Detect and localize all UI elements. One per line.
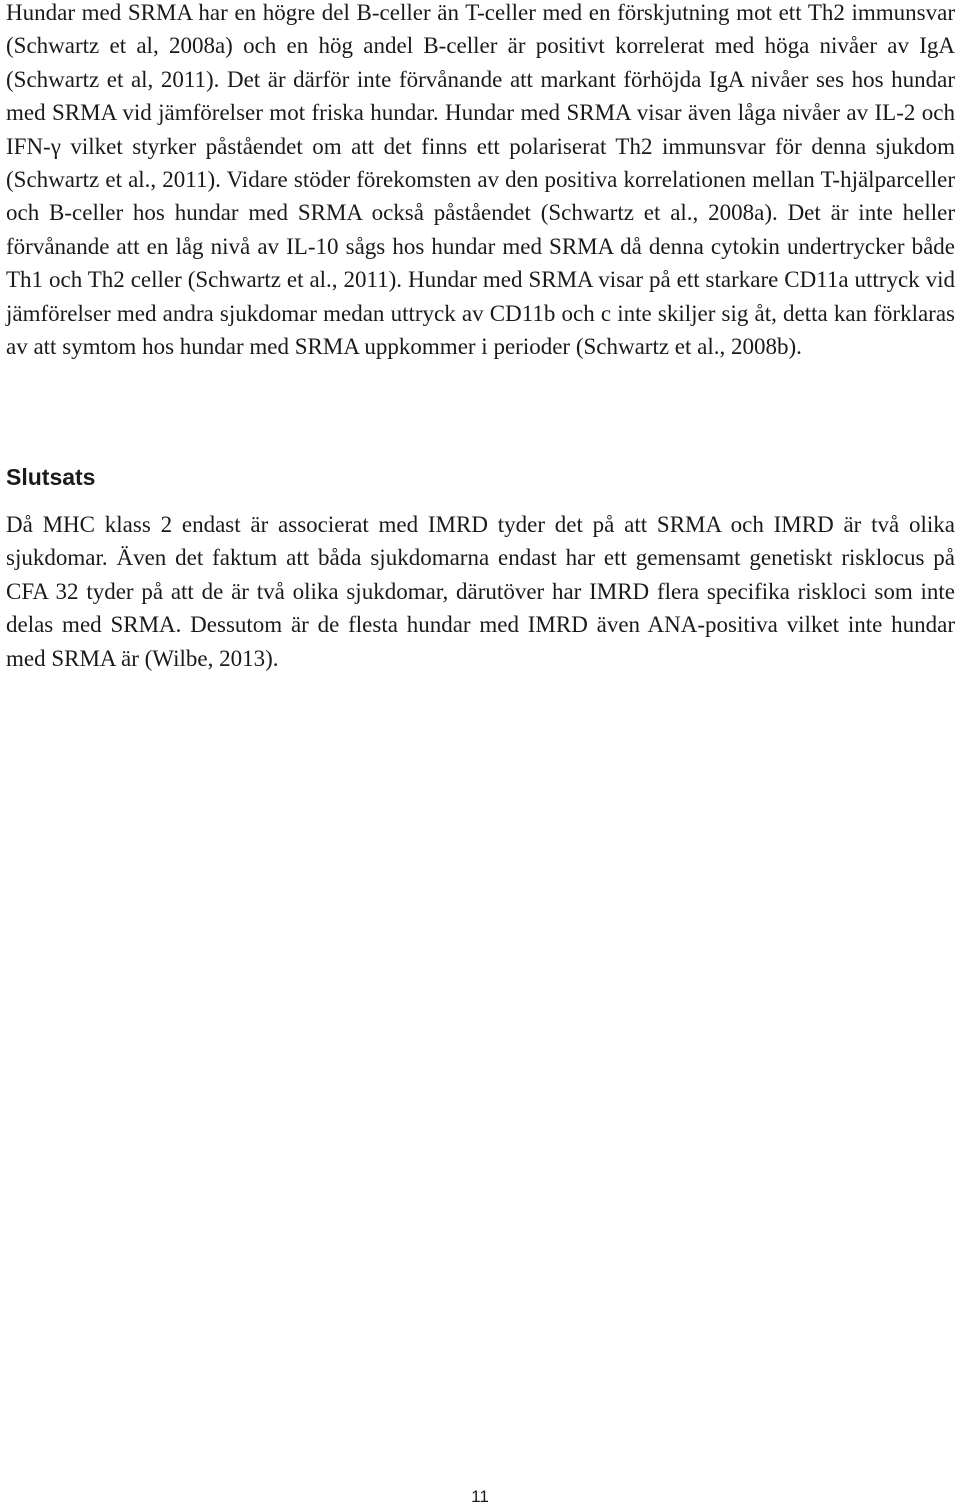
body-paragraph-2: Då MHC klass 2 endast är associerat med IMRD tyder det på att SRMA och IMRD är två olika sjukdomar. Även det faktum att båda sjukdomarna endast har ett gemensamt genetiskt risklocus på CFA 32 tyder på att de är två olika sjukdomar, därutöver har IMRD flera specifika riskloci som inte delas med SRMA. Dessutom är de flesta hundar med IMRD även ANA-positiva vilket inte hundar med SRMA är (Wilbe, 2013). [6,512,955,671]
section-heading: Slutsats [6,464,96,490]
page-number: 11 [471,1487,489,1506]
body-paragraph-1: Hundar med SRMA har en högre del B-celler än T-celler med en förskjutning mot ett Th2 immunsvar (Schwartz et al, 2008a) och en hög andel B-celler är positivt korrelerat med höga nivåer av IgA (Schwartz et al, 2011). Det är därför inte förvånande att markant förhöjda IgA nivåer ses hos hundar med SRMA vid jämförelser mot friska hundar. Hundar med SRMA visar även låga nivåer av IL-2 och IFN-γ vilket styrker påståendet om att det finns ett polariserat Th2 immunsvar för denna sjukdom (Schwartz et al., 2011). Vidare stöder förekomsten av den positiva korrelationen mellan T-hjälparceller och B-celler hos hundar med SRMA också påståendet (Schwartz et al., 2008a). Det är inte heller förvånande att en låg nivå av IL-10 sågs hos hundar med SRMA då denna cytokin undertrycker både Th1 och Th2 celler (Schwartz et al., 2011). Hundar med SRMA visar på ett starkare CD11a uttryck vid jämförelser med andra sjukdomar medan uttryck av CD11b och c inte skiljer sig åt, detta kan förklaras av att symtom hos hundar med SRMA uppkommer i perioder (Schwartz et al., 2008b). [6,0,955,360]
